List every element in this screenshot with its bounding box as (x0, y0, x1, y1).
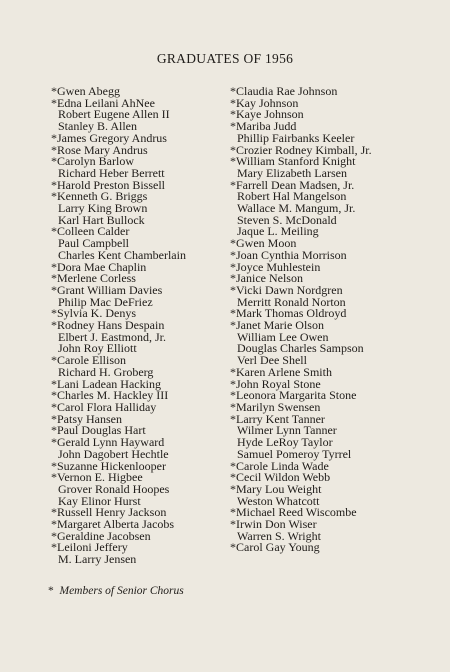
graduate-name-text: Sylvia K. Denys (57, 306, 136, 321)
graduate-name-text: Joan Cynthia Morrison (236, 247, 347, 262)
graduate-name-text: Grant William Davies (57, 282, 163, 297)
graduate-name-text: James Gregory Andrus (57, 130, 167, 145)
graduate-name-text: Margaret Alberta Jacobs (57, 517, 175, 532)
graduate-name-text: Elbert J. Eastmond, Jr. (58, 329, 166, 344)
graduate-name (58, 554, 186, 566)
graduate-name-text: Charles M. Hackley III (57, 388, 169, 403)
graduate-name-text: Richard H. Groberg (58, 364, 154, 379)
graduate-name-text: William Lee Owen (237, 329, 329, 344)
graduates-list-right (230, 86, 372, 554)
graduate-name-text: Philip Mac DeFriez (58, 294, 153, 309)
chorus-marker: * (51, 318, 57, 333)
graduate-name-text: Gwen Moon (236, 236, 297, 251)
graduate-name-text: William Stanford Knight (236, 154, 356, 169)
graduate-name-text: Suzanne Hickenlooper (57, 458, 166, 473)
graduate-name (230, 542, 372, 554)
graduate-name-text: Lani Ladean Hacking (57, 376, 161, 391)
chorus-marker: * (230, 107, 236, 122)
chorus-marker: * (230, 282, 236, 297)
chorus-marker: * (51, 282, 57, 297)
footnote-text: Members of Senior Chorus (59, 585, 184, 597)
graduate-name-text: Vernon E. Higbee (57, 470, 143, 485)
chorus-marker: * (230, 505, 236, 520)
chorus-marker: * (51, 376, 57, 391)
graduate-name-text: Jaque L. Meiling (237, 224, 319, 239)
graduate-name-text: Kenneth G. Briggs (57, 189, 148, 204)
graduate-name-text: Wallace M. Mangum, Jr. (237, 201, 356, 216)
chorus-marker: * (51, 470, 57, 485)
graduate-name-text: Douglas Charles Sampson (237, 341, 364, 356)
graduate-name-text: Carol Flora Halliday (57, 399, 157, 414)
graduate-name-text: Steven S. McDonald (237, 212, 337, 227)
graduate-name-text: Leiloni Jeffery (57, 540, 128, 555)
graduate-name-text: Crozier Rodney Kimball, Jr. (236, 142, 372, 157)
chorus-marker: * (51, 505, 57, 520)
chorus-marker: * (230, 271, 236, 286)
graduate-name-text: Wilmer Lynn Tanner (237, 423, 337, 438)
graduate-name-text: Hyde LeRoy Taylor (237, 435, 333, 450)
chorus-marker: * (51, 399, 57, 414)
footnote (48, 585, 184, 597)
footnote-marker: * (48, 585, 54, 597)
chorus-marker: * (51, 154, 57, 169)
chorus-marker: * (230, 458, 236, 473)
graduate-name-text: Gerald Lynn Hayward (57, 435, 165, 450)
graduate-name-text: Verl Dee Shell (237, 353, 307, 368)
chorus-marker: * (230, 306, 236, 321)
graduate-name-text: Janet Marie Olson (236, 318, 324, 333)
graduate-name-text: Geraldine Jacobsen (57, 528, 151, 543)
chorus-marker: * (51, 84, 57, 98)
page-title: GRADUATES OF 1956 (156, 51, 294, 66)
chorus-marker: * (51, 177, 57, 192)
chorus-marker: * (230, 95, 236, 110)
chorus-marker: * (51, 353, 57, 368)
graduate-name-text: Kay Elinor Hurst (58, 493, 141, 508)
graduate-name-text: Mark Thomas Oldroyd (236, 306, 347, 321)
graduate-name-text: Robert Eugene Allen II (58, 107, 170, 122)
graduate-name-text: Stanley B. Allen (58, 119, 137, 134)
chorus-marker: * (230, 470, 236, 485)
graduate-name-text: Weston Whatcott (237, 493, 320, 508)
chorus-marker: * (51, 130, 57, 145)
graduate-name-text: Kay Johnson (236, 95, 299, 110)
chorus-marker: * (51, 306, 57, 321)
chorus-marker: * (230, 259, 236, 274)
chorus-marker: * (230, 142, 236, 157)
graduate-name-text: Edna Leilani AhNee (57, 95, 155, 110)
graduate-name-text: Carole Ellison (57, 353, 126, 368)
graduate-name-text: Carole Linda Wade (236, 458, 329, 473)
graduate-name-text: Grover Ronald Hoopes (58, 481, 170, 496)
graduate-name-text: Marilyn Swensen (236, 399, 321, 414)
graduate-name-text: Mariba Judd (236, 119, 297, 134)
graduate-name-text: Paul Campbell (58, 236, 129, 251)
chorus-marker: * (51, 435, 57, 450)
graduate-name-text: Mary Elizabeth Larsen (237, 165, 347, 180)
graduate-name-text: Irwin Don Wiser (236, 517, 317, 532)
graduate-name-text: Rodney Hans Despain (57, 318, 165, 333)
chorus-marker: * (51, 411, 57, 426)
chorus-marker: * (51, 271, 57, 286)
graduate-name-text: Phillip Fairbanks Keeler (237, 130, 355, 145)
chorus-marker: * (51, 540, 57, 555)
graduate-name-text: Karen Arlene Smith (236, 364, 332, 379)
chorus-marker: * (230, 399, 236, 414)
chorus-marker: * (230, 364, 236, 379)
graduate-name-text: Larry King Brown (58, 201, 148, 216)
chorus-marker: * (230, 236, 236, 251)
graduate-name-text: Michael Reed Wiscombe (236, 505, 357, 520)
graduate-name-text: Leonora Margarita Stone (236, 388, 357, 403)
chorus-marker: * (51, 259, 57, 274)
graduate-name-text: Janice Nelson (236, 271, 303, 286)
graduate-name-text: Robert Hal Mangelson (237, 189, 347, 204)
chorus-marker: * (230, 247, 236, 262)
graduate-name-text: Paul Douglas Hart (57, 423, 146, 438)
graduate-name-text: Warren S. Wright (237, 528, 321, 543)
graduate-name-text: Karl Hart Bullock (58, 212, 145, 227)
graduate-name-text: Harold Preston Bissell (57, 177, 165, 192)
chorus-marker: * (230, 177, 236, 192)
chorus-marker: * (51, 95, 57, 110)
graduate-name-text: Merlene Corless (57, 271, 136, 286)
graduates-list-left (51, 86, 186, 566)
chorus-marker: * (51, 189, 57, 204)
chorus-marker: * (51, 388, 57, 403)
chorus-marker: * (230, 154, 236, 169)
chorus-marker: * (51, 224, 57, 239)
graduate-name-text: Rose Mary Andrus (57, 142, 148, 157)
graduate-name-text: Samuel Pomeroy Tyrrel (237, 446, 352, 461)
chorus-marker: * (230, 84, 236, 98)
chorus-marker: * (51, 528, 57, 543)
graduate-name-text: Larry Kent Tanner (236, 411, 325, 426)
graduate-name-text: Mary Lou Weight (236, 481, 322, 496)
graduate-name-text: Dora Mae Chaplin (57, 259, 147, 274)
graduate-name-text: Richard Heber Berrett (58, 165, 165, 180)
graduate-name-text: Colleen Calder (57, 224, 130, 239)
graduate-name-text: Gwen Abegg (57, 84, 120, 98)
graduate-name-text: Russell Henry Jackson (57, 505, 167, 520)
graduate-name-text: Claudia Rae Johnson (236, 84, 338, 98)
graduate-name-text: Kaye Johnson (236, 107, 304, 122)
graduate-name-text: John Dagobert Hechtle (58, 446, 169, 461)
chorus-marker: * (230, 411, 236, 426)
chorus-marker: * (230, 481, 236, 496)
chorus-marker: * (230, 388, 236, 403)
graduate-name-text: Merritt Ronald Norton (237, 294, 346, 309)
graduate-name-text: John Roy Elliott (58, 341, 137, 356)
chorus-marker: * (51, 423, 57, 438)
graduate-name-text: Charles Kent Chamberlain (58, 247, 186, 262)
chorus-marker: * (230, 318, 236, 333)
chorus-marker: * (230, 119, 236, 134)
chorus-marker: * (51, 142, 57, 157)
graduate-name-text: M. Larry Jensen (58, 552, 137, 567)
graduate-name-text: Carol Gay Young (236, 540, 320, 555)
graduate-name-text: Carolyn Barlow (57, 154, 134, 169)
chorus-marker: * (51, 458, 57, 473)
chorus-marker: * (51, 517, 57, 532)
chorus-marker: * (230, 376, 236, 391)
graduate-name-text: John Royal Stone (236, 376, 321, 391)
chorus-marker: * (230, 517, 236, 532)
graduate-name-text: Cecil Wildon Webb (236, 470, 331, 485)
graduate-name-text: Patsy Hansen (57, 411, 122, 426)
graduate-name-text: Joyce Muhlestein (236, 259, 321, 274)
graduate-name-text: Vicki Dawn Nordgren (236, 282, 343, 297)
graduate-name-text: Farrell Dean Madsen, Jr. (236, 177, 355, 192)
chorus-marker: * (230, 540, 236, 555)
